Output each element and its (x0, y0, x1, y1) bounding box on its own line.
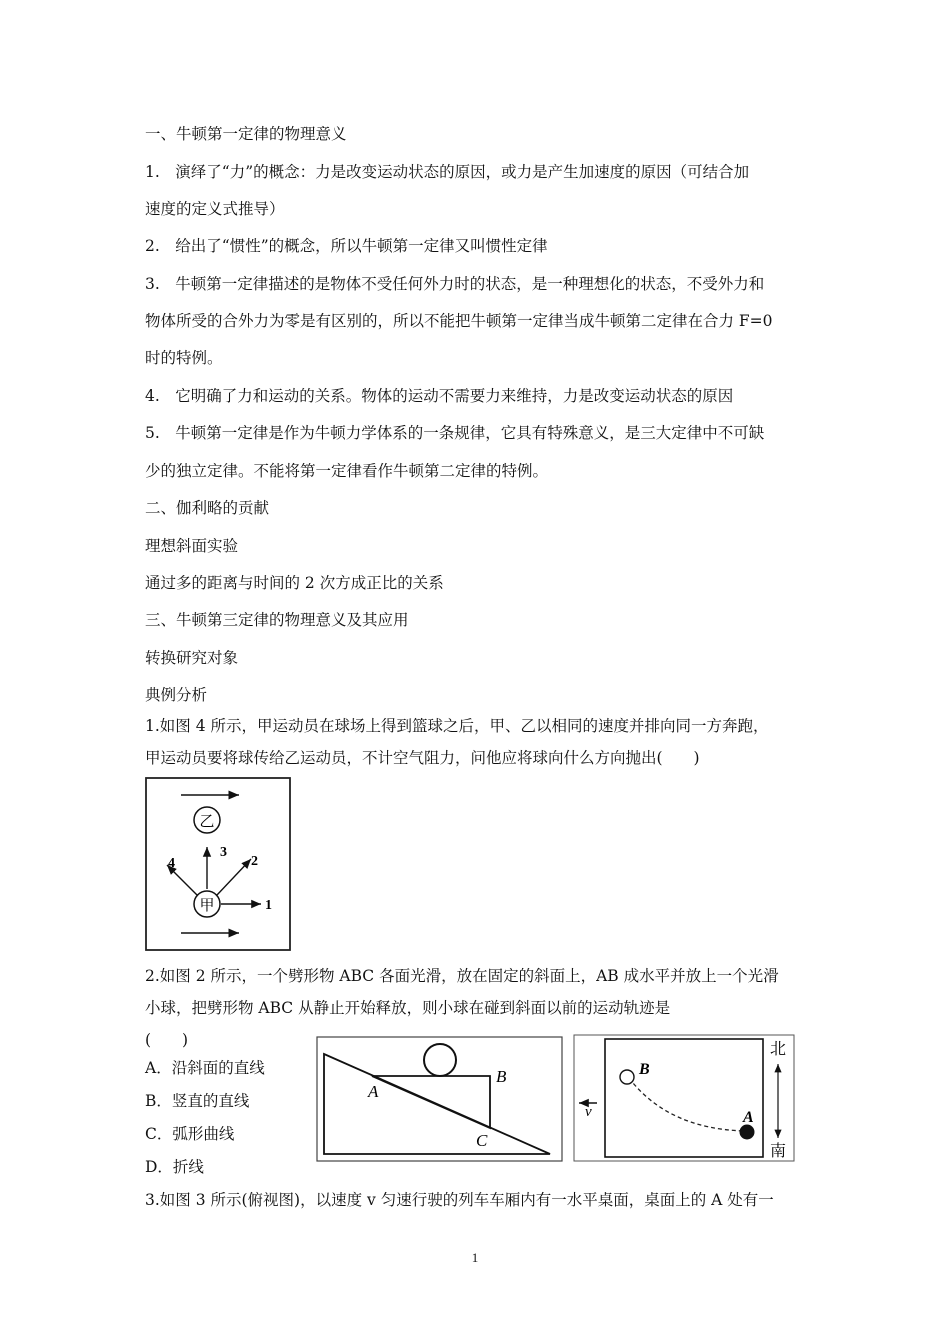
paragraph-line: 理想斜面实验 (145, 537, 239, 555)
point-b-label: B (496, 1067, 507, 1086)
direction-3-label: 3 (220, 845, 227, 860)
paragraph-line: 典例分析 (145, 686, 208, 704)
ball-trajectory (629, 1078, 745, 1131)
point-c-label: C (476, 1131, 488, 1150)
question-3-line: 3.如图 3 所示(俯视图)，以速度 v 匀速行驶的列车车厢内有一水平桌面，桌面上的 A 处有一 (145, 1191, 774, 1209)
paragraph-line: 通过多的距离与时间的 2 次方成正比的关系 (145, 574, 444, 592)
page-number: 1 (471, 1250, 479, 1265)
velocity-label: v (585, 1104, 592, 1120)
player-jia-label: 甲 (199, 898, 215, 914)
option-a: A．沿斜面的直线 (145, 1059, 265, 1077)
paragraph-line: 少的独立定律。不能将第一定律看作牛顿第二定律的特例。 (145, 462, 549, 480)
north-label: 北 (769, 1041, 787, 1058)
point-b-label: B (639, 1061, 650, 1078)
paragraph-line: 物体所受的合外力为零是有区别的，所以不能把牛顿第一定律当成牛顿第二定律在合力 F=0 (145, 312, 773, 330)
south-label: 南 (769, 1143, 787, 1160)
question-1-line: 1.如图 4 所示，甲运动员在球场上得到篮球之后，甲、乙以相同的速度并排向同一方奔跑， (145, 717, 769, 735)
paragraph-line: 4. 它明确了力和运动的关系。物体的运动不需要力来维持，力是改变运动状态的原因 (145, 387, 734, 405)
table-top (605, 1039, 763, 1157)
paragraph-line: 1. 演绎了“力”的概念：力是改变运动状态的原因，或力是产生加速度的原因（可结合加 (145, 163, 750, 181)
figure-1-pass-directions (143, 775, 293, 953)
point-a-label: A (368, 1082, 379, 1101)
wedge-abc (372, 1076, 490, 1128)
option-d: D．折线 (145, 1158, 204, 1176)
question-2-line: 小球，把劈形物 ABC 从静止开始释放，则小球在碰到斜面以前的运动轨迹是 (145, 999, 671, 1017)
section-heading-2: 二、伽利略的贡献 (145, 499, 270, 517)
question-2-line: 2.如图 2 所示，一个劈形物 ABC 各面光滑，放在固定的斜面上，AB 成水平并放上一个光滑 (145, 967, 779, 985)
paragraph-line: 速度的定义式推导） (145, 200, 285, 218)
question-1-line: 甲运动员要将球传给乙运动员，不计空气阻力，问他应将球向什么方向抛出( ) (145, 749, 700, 767)
figure-2-wedge (316, 1036, 563, 1162)
point-a-ball (740, 1125, 755, 1140)
direction-1-label: 1 (265, 898, 272, 913)
option-b: B．竖直的直线 (145, 1092, 250, 1110)
point-a-label: A (743, 1109, 754, 1126)
figure-3-train-table (573, 1034, 795, 1162)
section-heading-1: 一、牛顿第一定律的物理意义 (145, 125, 347, 143)
paragraph-line: 转换研究对象 (145, 649, 239, 667)
smooth-ball (424, 1044, 456, 1076)
paragraph-line: 5. 牛顿第一定律是作为牛顿力学体系的一条规律，它具有特殊意义，是三大定律中不可缺 (145, 424, 765, 442)
paragraph-line: 2. 给出了“惯性”的概念，所以牛顿第一定律又叫惯性定律 (145, 237, 548, 255)
point-b-ball (620, 1070, 634, 1084)
paragraph-line: 时的特例。 (145, 349, 223, 367)
direction-4-label: 4 (168, 856, 175, 871)
figure-3-frame (574, 1035, 794, 1161)
paragraph-line: 3. 牛顿第一定律描述的是物体不受任何外力时的状态，是一种理想化的状态，不受外力和 (145, 275, 765, 293)
direction-2-arrow (217, 859, 251, 895)
option-c: C．弧形曲线 (145, 1125, 235, 1143)
player-yi-label: 乙 (199, 814, 215, 830)
section-heading-3: 三、牛顿第三定律的物理意义及其应用 (145, 611, 409, 629)
direction-2-label: 2 (251, 854, 258, 869)
answer-bracket: ( ) (145, 1031, 189, 1049)
